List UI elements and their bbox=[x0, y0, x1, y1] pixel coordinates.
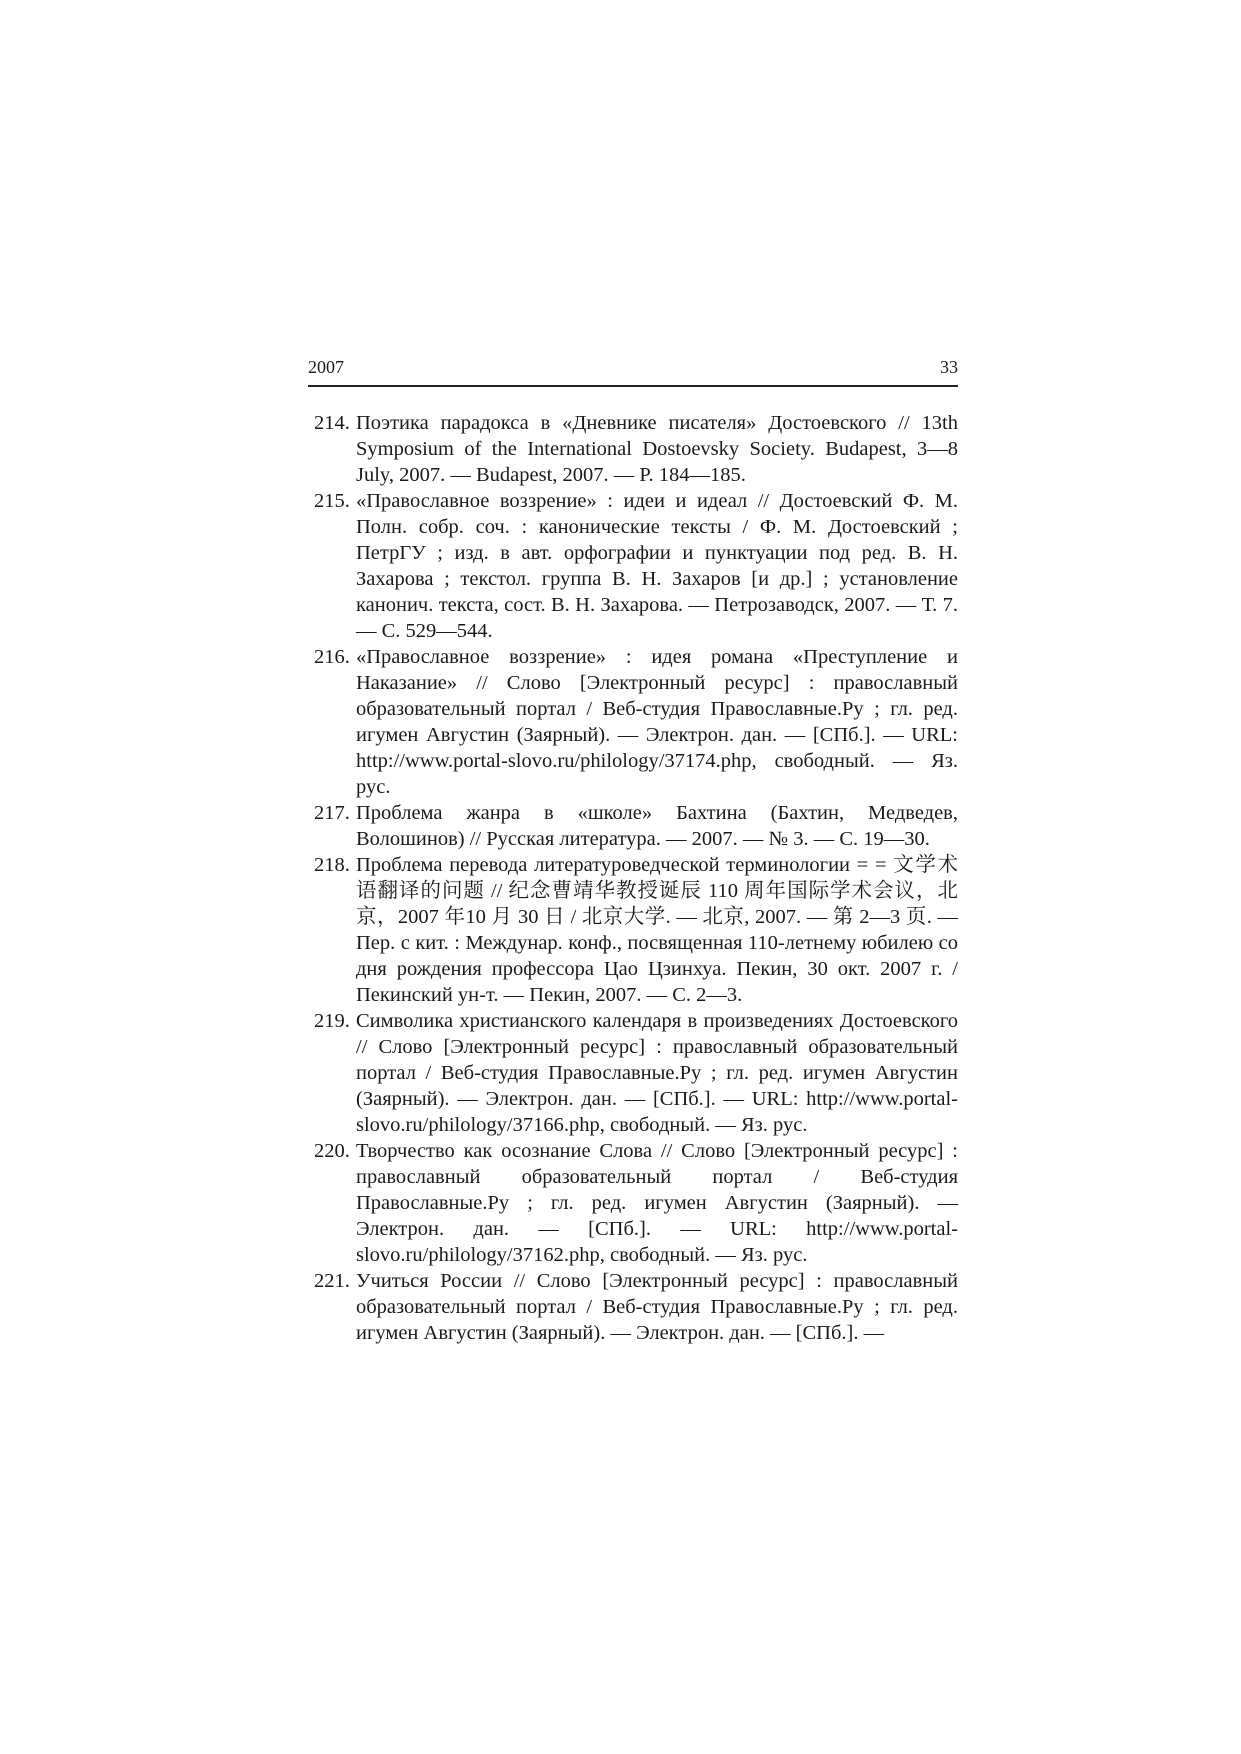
bibliography-list bbox=[308, 410, 958, 1346]
entry-text: Учиться России // Слово [Электронный ресурс] : православный образовательный портал / Веб-студия Православные.Ру ; гл. ред. игумен Августин (Заярный). — Электрон. дан. — [СПб.]. — bbox=[356, 1270, 958, 1344]
entry-number: 216. bbox=[314, 646, 350, 668]
bibliography-entry bbox=[308, 852, 958, 1008]
bibliography-entry bbox=[308, 1138, 958, 1268]
entry-number: 217. bbox=[314, 802, 350, 824]
entry-number: 219. bbox=[314, 1010, 350, 1032]
entry-number: 221. bbox=[314, 1270, 350, 1292]
page-number: 33 bbox=[940, 357, 958, 377]
entry-text: «Православное воззрение» : идеи и идеал // Достоевский Ф. М. Полн. собр. соч. : канонические тексты / Ф. М. Достоевский ; ПетрГУ ; изд. в авт. орфографии и пунктуации под ред. В. Н. Захарова ; текстол. группа В. Н. Захаров [и др.] ; установление канонич. текста, сост. В. Н. Захарова. — Петрозаводск, 2007. — Т. 7. — С. 529—544. bbox=[356, 490, 958, 642]
header-year: 2007 bbox=[308, 357, 344, 377]
bibliography-entry bbox=[308, 410, 958, 488]
entry-text: Творчество как осознание Слова // Слово [Электронный ресурс] : православный образовательный портал / Веб-студия Православные.Ру ; гл. ред. игумен Августин (Заярный). — Электрон. дан. — [СПб.]. — URL: http://www.portal-slovo.ru/philology/37162.php, свободный. — Яз. рус. bbox=[356, 1140, 958, 1266]
bibliography-entry bbox=[308, 1008, 958, 1138]
bibliography-entry bbox=[308, 800, 958, 852]
bibliography-entry bbox=[308, 644, 958, 800]
entry-number: 218. bbox=[314, 854, 350, 876]
entry-text: Проблема жанра в «школе» Бахтина (Бахтин, Медведев, Волошинов) // Русская литература. — 2007. — № 3. — С. 19—30. bbox=[356, 802, 958, 850]
entry-number: 220. bbox=[314, 1140, 350, 1162]
entry-text: «Православное воззрение» : идея романа «Преступление и Наказание» // Слово [Электронный ресурс] : православный образовательный портал / Веб-студия Православные.Ру ; гл. ред. игумен Августин (Заярный). — Электрон. дан. — [СПб.]. — URL: http://www.portal-slovo.ru/philology/37174.php, свободный. — Яз. рус. bbox=[356, 646, 958, 798]
bibliography-entry bbox=[308, 488, 958, 644]
entry-text: Проблема перевода литературоведческой терминологии = = 文学术语翻译的问题 // 纪念曹靖华教授诞辰 110 周年国际学术会议，北京，2007 年10 月 30 日 / 北京大学. — 北京, 2007. — 第 2—3 页. — Пер. с кит. : Междунар. конф., посвященная 110-летнему юбилею со дня рождения профессора Цао Цзинхуа. Пекин, 30 окт. 2007 г. / Пекинский ун-т. — Пекин, 2007. — С. 2—3. bbox=[356, 854, 958, 1006]
entry-number: 215. bbox=[314, 490, 350, 512]
entry-text: Символика христианского календаря в произведениях Достоевского // Слово [Электронный ресурс] : православный образовательный портал / Веб-студия Православные.Ру ; гл. ред. игумен Августин (Заярный). — Электрон. дан. — [СПб.]. — URL: http://www.portal-slovo.ru/philology/37166.php, свободный. — Яз. рус. bbox=[356, 1010, 958, 1136]
entry-text: Поэтика парадокса в «Дневнике писателя» Достоевского // 13th Symposium of the International Dostoevsky Society. Budapest, 3—8 July, 2007. — Budapest, 2007. — P. 184—185. bbox=[356, 412, 958, 486]
bibliography-entry bbox=[308, 1268, 958, 1346]
entry-number: 214. bbox=[314, 412, 350, 434]
running-header bbox=[308, 353, 958, 387]
